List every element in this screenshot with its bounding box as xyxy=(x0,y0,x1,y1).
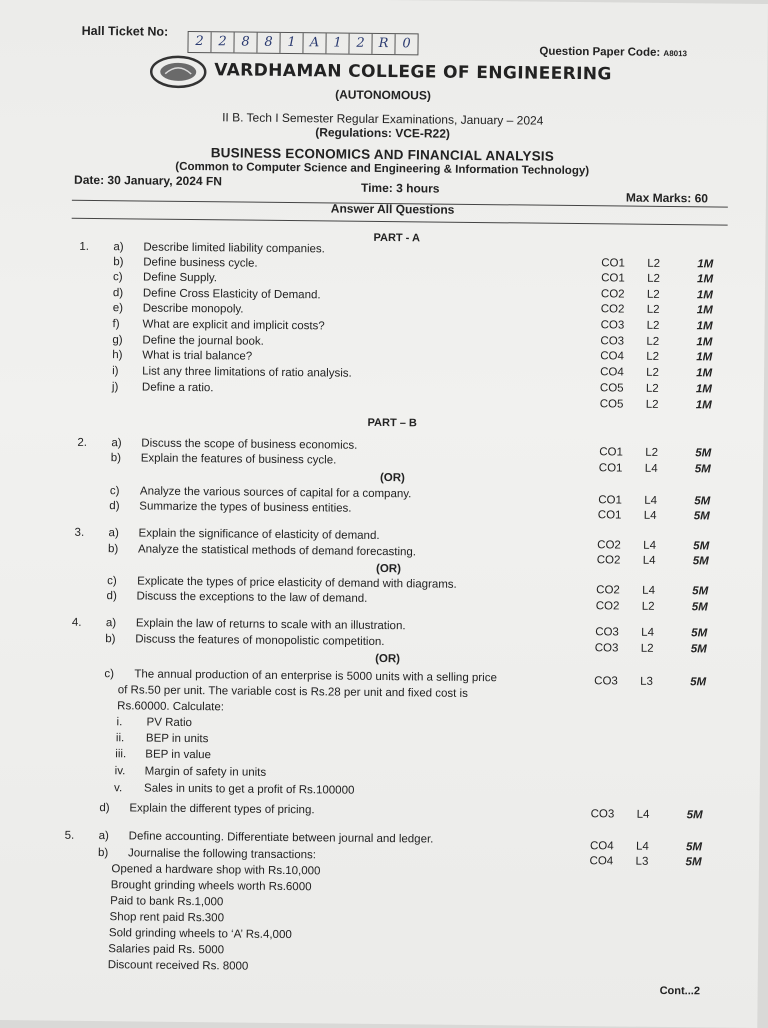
bloom-level: L2 xyxy=(646,350,660,363)
sub-question-label: c) xyxy=(109,485,120,498)
course-outcome: CO1 xyxy=(598,494,622,507)
question-text: Rs.60000. Calculate: xyxy=(117,700,225,714)
course-outcome: CO5 xyxy=(599,398,624,411)
hall-ticket-digit: 2 xyxy=(211,32,234,52)
question-text: Discuss the features of monopolistic competition. xyxy=(135,633,385,649)
course-outcome: CO5 xyxy=(599,382,624,395)
question-number: 2. xyxy=(77,436,88,449)
marks: 1M xyxy=(696,336,713,349)
qp-code-value: A8013 xyxy=(663,48,688,59)
question-text: Explain the significance of elasticity of demand. xyxy=(138,527,380,542)
question-text: Explain the features of business cycle. xyxy=(140,452,337,467)
regulations: (Regulations: VCE-R22) xyxy=(315,125,451,141)
sub-question-label: i) xyxy=(112,365,119,378)
continued-label: Cont...2 xyxy=(659,984,701,998)
sub-question-label: g) xyxy=(112,334,123,347)
bloom-level: L4 xyxy=(636,808,650,821)
bloom-level: L4 xyxy=(644,462,658,475)
max-marks: Max Marks: 60 xyxy=(625,190,709,206)
course-outcome: CO1 xyxy=(599,446,623,459)
hall-ticket-digit: 0 xyxy=(402,36,411,52)
sub-question-label: a) xyxy=(108,527,119,540)
question-text: What are explicit and implicit costs? xyxy=(142,318,325,333)
marks: 1M xyxy=(696,289,713,302)
course-outcome: CO4 xyxy=(589,840,614,853)
part-a-title: PART - A xyxy=(373,231,421,245)
question-number: 5. xyxy=(64,829,75,842)
sub-question-label: b) xyxy=(110,452,122,465)
hall-ticket-digit: 8 xyxy=(257,33,280,53)
question-text: Describe monopoly. xyxy=(142,302,244,316)
sub-question-label: a) xyxy=(111,437,122,450)
bloom-level: L4 xyxy=(642,584,656,597)
bloom-level: L3 xyxy=(635,855,649,868)
hall-ticket-digit: 2 xyxy=(349,34,372,54)
course-outcome: CO4 xyxy=(600,366,624,379)
sub-question-label: b) xyxy=(113,256,124,269)
marks: 1M xyxy=(696,367,713,380)
bloom-level: L4 xyxy=(642,554,656,567)
sub-question-label: ii. xyxy=(115,732,125,745)
question-text: Describe limited liability companies. xyxy=(143,241,325,256)
hall-ticket-digit: 8 xyxy=(234,32,257,52)
question-text: Define Cross Elasticity of Demand. xyxy=(142,287,321,302)
marks: 5M xyxy=(690,643,707,656)
hall-ticket-digit: R xyxy=(372,34,395,54)
question-text: Shop rent paid Rs.300 xyxy=(109,911,225,925)
marks: 5M xyxy=(695,447,712,460)
sub-question-label: b) xyxy=(107,543,119,556)
qp-code-label: Question Paper Code: xyxy=(539,45,661,59)
marks: 5M xyxy=(690,676,707,689)
sub-question-label: iv. xyxy=(114,765,126,778)
hall-ticket-digit: A xyxy=(303,33,326,53)
marks: 1M xyxy=(695,383,712,396)
sub-question-label: f) xyxy=(112,318,120,331)
question-number: 1. xyxy=(79,240,90,253)
or-separator: (OR) xyxy=(375,652,401,666)
sub-question-label: h) xyxy=(112,349,123,362)
course-outcome: CO2 xyxy=(595,600,620,613)
question-text: of Rs.50 per unit. The variable cost is Rs.28 per unit and fixed cost is xyxy=(117,684,468,700)
bloom-level: L3 xyxy=(640,675,654,688)
sub-question-label: a) xyxy=(98,830,109,843)
exam-title: II B. Tech I Semester Regular Examinations, January – 2024 xyxy=(222,110,544,128)
sub-question-label: iii. xyxy=(115,748,127,761)
bloom-level: L2 xyxy=(646,288,660,301)
marks: 1M xyxy=(697,258,714,271)
or-separator: (OR) xyxy=(375,562,402,576)
sub-question-label: d) xyxy=(99,802,110,815)
course-outcome: CO1 xyxy=(598,462,623,475)
bloom-level: L4 xyxy=(643,539,657,552)
or-separator: (OR) xyxy=(379,471,405,485)
course-outcome: CO2 xyxy=(600,303,625,316)
question-text: Analyze the various sources of capital for a company. xyxy=(139,485,412,501)
divider xyxy=(72,218,728,226)
course-outcome: CO2 xyxy=(600,288,625,301)
autonomous-label: (AUTONOMOUS) xyxy=(335,87,431,103)
bloom-level: L2 xyxy=(645,398,659,411)
question-text: Explain the different types of pricing. xyxy=(129,802,315,817)
marks: 5M xyxy=(694,463,711,476)
course-outcome: CO3 xyxy=(595,626,619,639)
marks: 5M xyxy=(692,555,709,568)
course-outcome: CO2 xyxy=(596,584,620,597)
question-number: 4. xyxy=(71,616,82,629)
bloom-level: L2 xyxy=(646,303,660,316)
bloom-level: L4 xyxy=(643,509,657,522)
question-text: Summarize the types of business entities. xyxy=(139,500,352,515)
sub-question-label: d) xyxy=(112,287,124,300)
bloom-level: L2 xyxy=(647,257,661,270)
sub-question-label: c) xyxy=(113,271,123,284)
marks: 5M xyxy=(686,809,703,822)
common-to: (Common to Computer Science and Engineering & Information Technology) xyxy=(175,160,590,178)
bloom-level: L2 xyxy=(646,335,660,348)
sub-question-label: d) xyxy=(106,590,117,603)
question-text: Discuss the scope of business economics. xyxy=(141,437,358,452)
sub-question-label: b) xyxy=(97,847,109,860)
course-outcome: CO1 xyxy=(597,509,622,522)
question-text: Discuss the exceptions to the law of demand. xyxy=(136,590,368,605)
course-outcome: CO2 xyxy=(596,554,621,567)
marks: 1M xyxy=(697,273,714,286)
bloom-level: L4 xyxy=(644,494,658,507)
bloom-level: L4 xyxy=(641,626,655,639)
part-b-title: PART – B xyxy=(367,416,417,430)
bloom-level: L2 xyxy=(645,446,659,459)
question-text: Define accounting. Differentiate between journal and ledger. xyxy=(128,830,434,846)
marks: 5M xyxy=(691,627,708,640)
sub-question-label: a) xyxy=(105,617,117,630)
course-outcome: CO1 xyxy=(601,272,625,285)
marks: 5M xyxy=(694,495,711,508)
college-name: VARDHAMAN COLLEGE OF ENGINEERING xyxy=(214,60,612,85)
marks: 1M xyxy=(696,304,713,317)
sub-question-label: d) xyxy=(109,500,120,513)
marks: 5M xyxy=(691,601,708,614)
marks: 5M xyxy=(685,856,702,869)
bloom-level: L2 xyxy=(641,600,655,613)
question-text: Define a ratio. xyxy=(141,381,214,395)
course-outcome: CO2 xyxy=(597,539,621,552)
exam-date: Date: 30 January, 2024 FN xyxy=(74,172,223,189)
question-text: Discount received Rs. 8000 xyxy=(107,959,249,973)
question-text: Journalise the following transactions: xyxy=(127,847,317,862)
sub-question-label: j) xyxy=(111,381,119,394)
question-row xyxy=(0,801,760,825)
question-text: BEP in value xyxy=(145,748,212,762)
question-text: Analyze the statistical methods of demand forecasting. xyxy=(137,543,417,559)
sub-question-label: c) xyxy=(104,668,115,681)
course-outcome: CO3 xyxy=(600,319,625,332)
question-text: Sold grinding wheels to ‘A’ Rs.4,000 xyxy=(108,927,292,942)
sub-question-label: c) xyxy=(107,575,117,588)
marks: 1M xyxy=(696,320,713,333)
question-text: Brought grinding wheels worth Rs.6000 xyxy=(110,879,312,894)
marks: 5M xyxy=(692,585,709,598)
exam-time: Time: 3 hours xyxy=(360,180,440,196)
question-text: Sales in units to get a profit of Rs.100000 xyxy=(144,782,355,797)
course-outcome: CO4 xyxy=(589,855,614,868)
hall-ticket-boxes xyxy=(187,31,418,55)
question-text: Opened a hardware shop with Rs.10,000 xyxy=(111,863,321,878)
marks: 1M xyxy=(696,351,713,364)
sub-question-label: v. xyxy=(114,782,123,795)
sub-question-label: b) xyxy=(105,633,116,646)
course-outcome: CO3 xyxy=(594,675,618,688)
question-text: PV Ratio xyxy=(146,716,193,730)
course-outcome: CO3 xyxy=(600,335,625,348)
course-outcome: CO4 xyxy=(600,350,624,363)
question-text: The annual production of an enterprise is 5000 units with a selling price xyxy=(134,668,497,685)
question-text: Salaries paid Rs. 5000 xyxy=(108,943,225,957)
question-text: List any three limitations of ratio analysis. xyxy=(142,365,352,380)
bloom-level: L2 xyxy=(646,319,660,332)
question-text: Paid to bank Rs.1,000 xyxy=(110,895,224,909)
marks: 5M xyxy=(685,841,703,854)
bloom-level: L2 xyxy=(640,642,654,655)
question-text: Define Supply. xyxy=(143,271,218,285)
marks: 5M xyxy=(693,540,710,553)
marks: 5M xyxy=(693,510,710,523)
question-text: Explicate the types of price elasticity of demand with diagrams. xyxy=(137,575,457,591)
hall-ticket-digit: 2 xyxy=(188,32,211,52)
question-text: Define the journal book. xyxy=(142,334,264,348)
question-text: Explain the law of returns to scale with an illustration. xyxy=(135,617,406,633)
bloom-level: L2 xyxy=(646,366,659,379)
course-outcome: CO3 xyxy=(594,642,619,655)
bloom-level: L2 xyxy=(645,382,659,395)
question-number: 3. xyxy=(74,526,85,539)
sub-question-label: i. xyxy=(116,716,123,729)
course-outcome: CO1 xyxy=(601,257,625,270)
hall-ticket-digit: 1 xyxy=(326,33,349,53)
bloom-level: L4 xyxy=(635,840,649,853)
question-text: What is trial balance? xyxy=(142,349,253,363)
sub-question-label: a) xyxy=(113,241,124,254)
marks: 1M xyxy=(695,399,712,412)
instruction: Answer All Questions xyxy=(330,201,455,217)
subject-title: BUSINESS ECONOMICS AND FINANCIAL ANALYSIS xyxy=(210,145,555,164)
question-text: Margin of safety in units xyxy=(144,765,267,779)
question-paper-code xyxy=(539,46,687,60)
hall-ticket-label: Hall Ticket No: xyxy=(81,23,169,39)
sub-question-label: e) xyxy=(112,302,124,315)
bloom-level: L2 xyxy=(647,272,660,285)
course-outcome: CO3 xyxy=(590,808,615,821)
question-text: Define business cycle. xyxy=(143,256,258,270)
hall-ticket-digit: 1 xyxy=(280,33,303,53)
question-text: BEP in units xyxy=(145,732,209,746)
